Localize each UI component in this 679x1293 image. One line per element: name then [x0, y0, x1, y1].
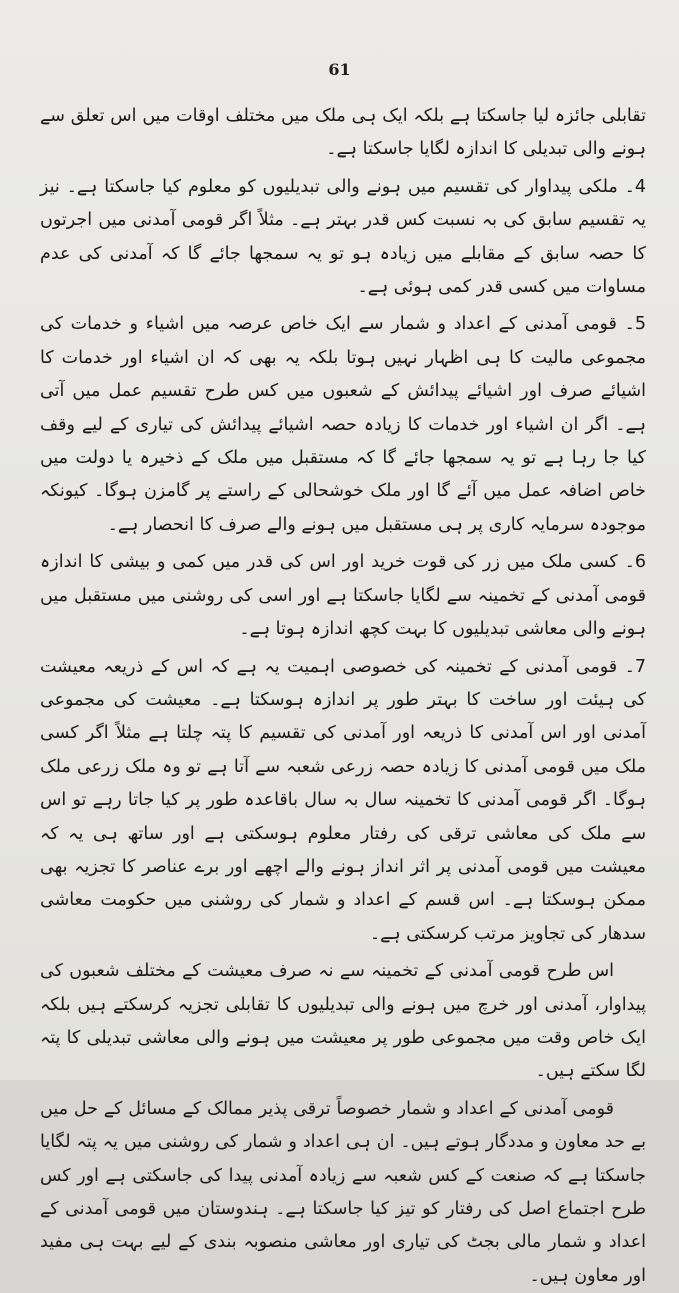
paragraph-point-7: 7۔ قومی آمدنی کے تخمینہ کی خصوصی اہمیت یہ ہے کہ اس کے ذریعہ معیشت کی ہیئت اور ساخت کا بہتر طور پر اندازہ ہوسکتا ہے۔ معیشت کی مجموعی آمدنی اور اس آمدنی کا ذریعہ اور آمدنی کی تقسیم کا پتہ چلتا ہے مثلاً اگر کسی ملک میں قومی آمدنی کا زیادہ حصہ زرعی شعبہ سے آتا ہے تو وہ ملک زرعی ملک ہوگا۔ اگر قومی آمدنی کا تخمینہ سال بہ سال باقاعدہ طور پر کیا جاتا رہے تو اس سے ملک کی معاشی ترقی کی رفتار معلوم ہوسکتی ہے اور ساتھ ہی یہ کہ معیشت میں قومی آمدنی پر اثر انداز ہونے والے اچھے اور برے عناصر کا تجزیہ بھی ممکن ہوسکتا ہے۔ اس قسم کے اعداد و شمار کی روشنی میں حکومت معاشی سدھار کی تجاویز مرتب کرسکتی ہے۔	[40, 656, 646, 944]
paragraph-point-6: 6۔ کسی ملک میں زر کی قوت خرید اور اس کی قدر میں کمی و بیشی کا اندازہ قومی آمدنی کے تخمینہ سے لگایا جاسکتا ہے اور اسی کی روشنی میں مستقبل میں ہونے والی معاشی تبدیلیوں کا بہت کچھ اندازہ ہوتا ہے۔	[40, 552, 646, 640]
paragraph-conclusion: قومی آمدنی کے اعداد و شمار خصوصاً ترقی پذیر ممالک کے مسائل کے حل میں بے حد معاون و مددگار ہوتے ہیں۔ ان ہی اعداد و شمار کی روشنی میں یہ پتہ لگایا جاسکتا ہے کہ صنعت کے کس شعبہ سے زیادہ آمدنی پیدا کی جاسکتی ہے اور کس طرح اجتماع اصل کی رفتار کو تیز کیا جاسکتا ہے۔ ہندوستان میں قومی آمدنی کے اعداد و شمار مالی بجٹ کی تیاری اور معاشی منصوبہ بندی کے لیے بہت ہی مفید اور معاون ہیں۔	[40, 1098, 646, 1286]
paragraph-point-5: 5۔ قومی آمدنی کے اعداد و شمار سے ایک خاص عرصہ میں اشیاء و خدمات کی مجموعی مالیت کا ہی اظہار نہیں ہوتا بلکہ یہ بھی کہ ان اشیاء اور خدمات کا اشیائے صرف اور اشیائے پیدائش کے شعبوں میں کس طرح تقسیم عمل میں آتی ہے۔ اگر ان اشیاء اور خدمات کا زیادہ حصہ اشیائے پیدائش کی تیاری کے لیے وقف کیا جا رہا ہے تو یہ سمجھا جائے گا کہ مستقبل میں ملک کے ذخیرہ یا دولت میں خاص اضافہ عمل میں آئے گا اور ملک خوشحالی کے راستے پر گامزن ہوگا۔ کیونکہ موجودہ سرمایہ کاری پر ہی مستقبل میں ہونے والے صرف کا انحصار ہے۔	[40, 314, 646, 535]
page-body-text	[40, 100, 646, 1293]
paragraph-summary: اس طرح قومی آمدنی کے تخمینہ سے نہ صرف معیشت کے مختلف شعبوں کی پیداوار، آمدنی اور خرچ میں ہونے والی تبدیلیوں کا تقابلی تجزیہ کرسکتے ہیں بلکہ ایک خاص وقت میں مجموعی طور پر معیشت میں ہونے والی معاشی تبدیلی کا پتہ لگا سکتے ہیں۔	[40, 961, 646, 1082]
paragraph-continuation: تقابلی جائزہ لیا جاسکتا ہے بلکہ ایک ہی ملک میں مختلف اوقات میں اس تعلق سے ہونے والی تبدیلی کا اندازہ لگایا جاسکتا ہے۔	[40, 106, 646, 160]
paragraph-point-4: 4۔ ملکی پیداوار کی تقسیم میں ہونے والی تبدیلیوں کو معلوم کیا جاسکتا ہے۔ نیز یہ تقسیم سابق کی بہ نسبت کس قدر بہتر ہے۔ مثلاً اگر قومی آمدنی میں اجرتوں کا حصہ سابق کے مقابلے میں زیادہ ہو تو یہ سمجھا جائے گا کہ آمدنی کی عدم مساوات میں کسی قدر کمی ہوئی ہے۔	[40, 176, 646, 298]
page-number: 61	[328, 60, 351, 79]
